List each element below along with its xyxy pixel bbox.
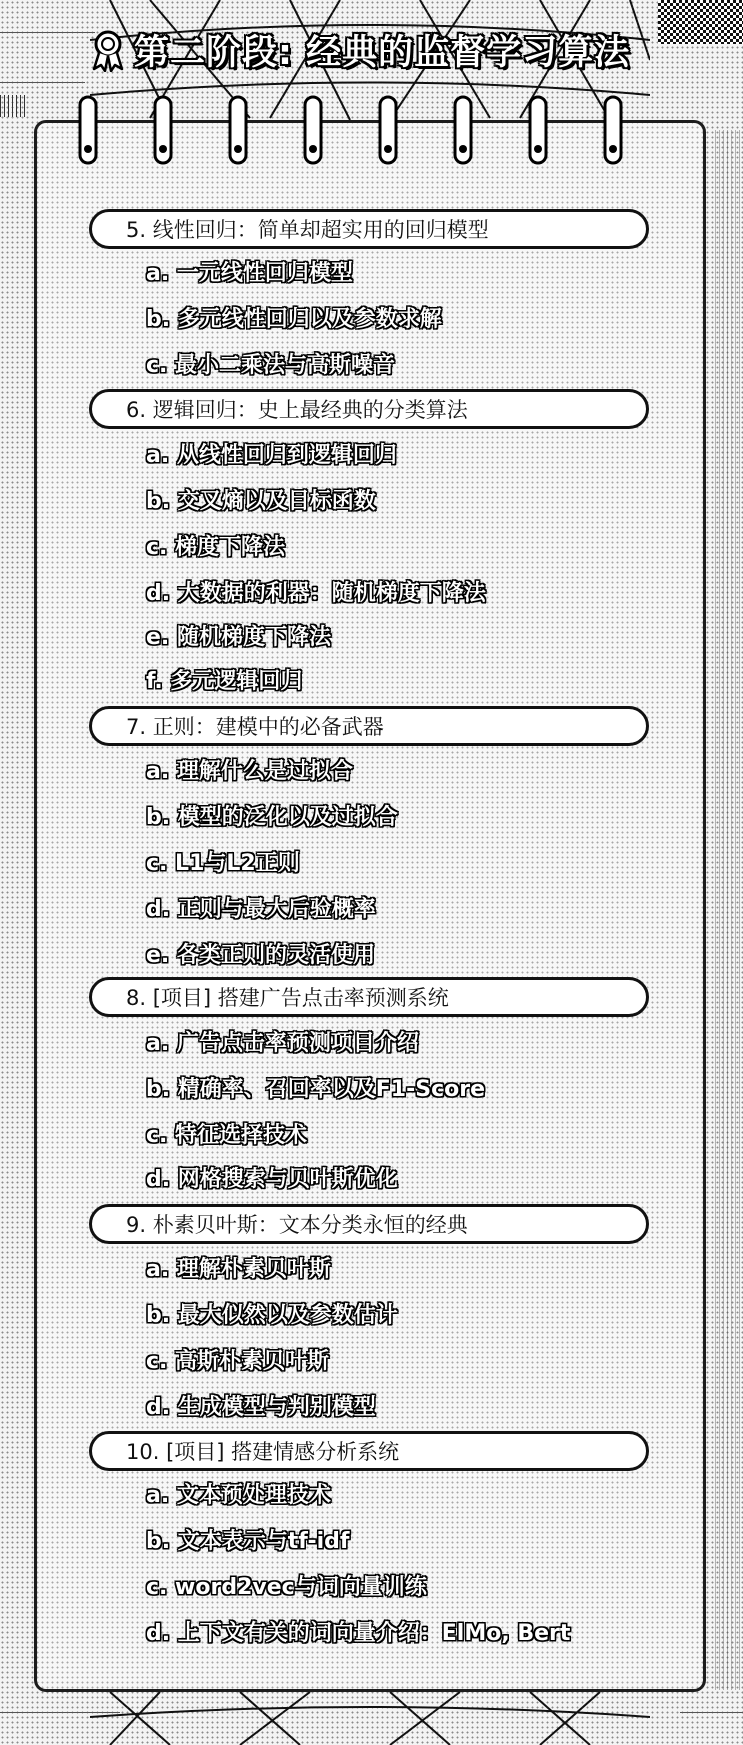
deco-barcode (0, 95, 28, 117)
list-item: c. 高斯朴素贝叶斯 (146, 1349, 330, 1374)
list-item: a. 理解什么是过拟合 (146, 759, 353, 784)
list-item: c. 梯度下降法 (146, 535, 286, 560)
list-item: c. 特征选择技术 (146, 1123, 308, 1148)
section-title: 9. 朴素贝叶斯：文本分类永恒的经典 (126, 1213, 468, 1237)
list-item: b. 多元线性回归以及参数求解 (146, 307, 442, 332)
deco-line (0, 82, 85, 83)
list-item: a. 从线性回归到逻辑回归 (146, 443, 397, 468)
ring-icon (600, 95, 626, 165)
list-item: b. 最大似然以及参数估计 (146, 1303, 398, 1328)
list-item: a. 一元线性回归模型 (146, 261, 353, 286)
deco-checker-pattern (658, 0, 743, 44)
list-item: d. 大数据的利器：随机梯度下降法 (146, 581, 486, 606)
section-title: 7. 正则：建模中的必备武器 (126, 715, 384, 739)
ring-icon (225, 95, 251, 165)
list-item: e. 各类正则的灵活使用 (146, 943, 375, 968)
list-item: b. 模型的泛化以及过拟合 (146, 805, 398, 830)
ring-icon (450, 95, 476, 165)
deco-line (680, 1712, 743, 1713)
page-header (88, 22, 668, 78)
list-item: b. 精确率、召回率以及F1-Score (146, 1077, 486, 1102)
deco-line (0, 32, 95, 33)
ring-icon (75, 95, 101, 165)
ring-icon (300, 95, 326, 165)
section-header (89, 389, 649, 429)
list-item: c. L1与L2正则 (146, 851, 300, 876)
list-item: a. 广告点击率预测项目介绍 (146, 1031, 419, 1056)
list-item: e. 随机梯度下降法 (146, 625, 331, 650)
list-item: d. 正则与最大后验概率 (146, 897, 376, 922)
section-header (89, 706, 649, 746)
page-title: 第二阶段: 经典的监督学习算法 (134, 33, 631, 73)
ring-icon (375, 95, 401, 165)
list-item: b. 文本表示与tf-idf (146, 1529, 350, 1554)
section-header (89, 209, 649, 249)
list-item: a. 理解朴素贝叶斯 (146, 1257, 331, 1282)
deco-barcode (715, 130, 743, 1690)
ring-icon (525, 95, 551, 165)
list-item: a. 文本预处理技术 (146, 1483, 331, 1508)
list-item: d. 网格搜索与贝叶斯优化 (146, 1167, 398, 1192)
list-item: d. 上下文有关的词向量介绍：ElMo, Bert (146, 1621, 571, 1646)
spiral-binding (75, 95, 695, 175)
medal-icon (88, 28, 128, 72)
section-title: 6. 逻辑回归：史上最经典的分类算法 (126, 398, 468, 422)
section-title: 5. 线性回归：简单却超实用的回归模型 (126, 218, 489, 242)
section-header (89, 977, 649, 1017)
section-title: 8. [项目] 搭建广告点击率预测系统 (126, 986, 449, 1010)
deco-web-bottom (90, 1692, 650, 1745)
list-item: f. 多元逻辑回归 (146, 669, 303, 694)
list-item: c. 最小二乘法与高斯噪音 (146, 353, 396, 378)
list-item: c. word2vec与词向量训练 (146, 1575, 427, 1600)
section-title: 10. [项目] 搭建情感分析系统 (126, 1440, 400, 1464)
section-header (89, 1204, 649, 1244)
section-header (89, 1431, 649, 1471)
ring-icon (150, 95, 176, 165)
list-item: b. 交叉熵以及目标函数 (146, 489, 376, 514)
list-item: d. 生成模型与判别模型 (146, 1395, 376, 1420)
